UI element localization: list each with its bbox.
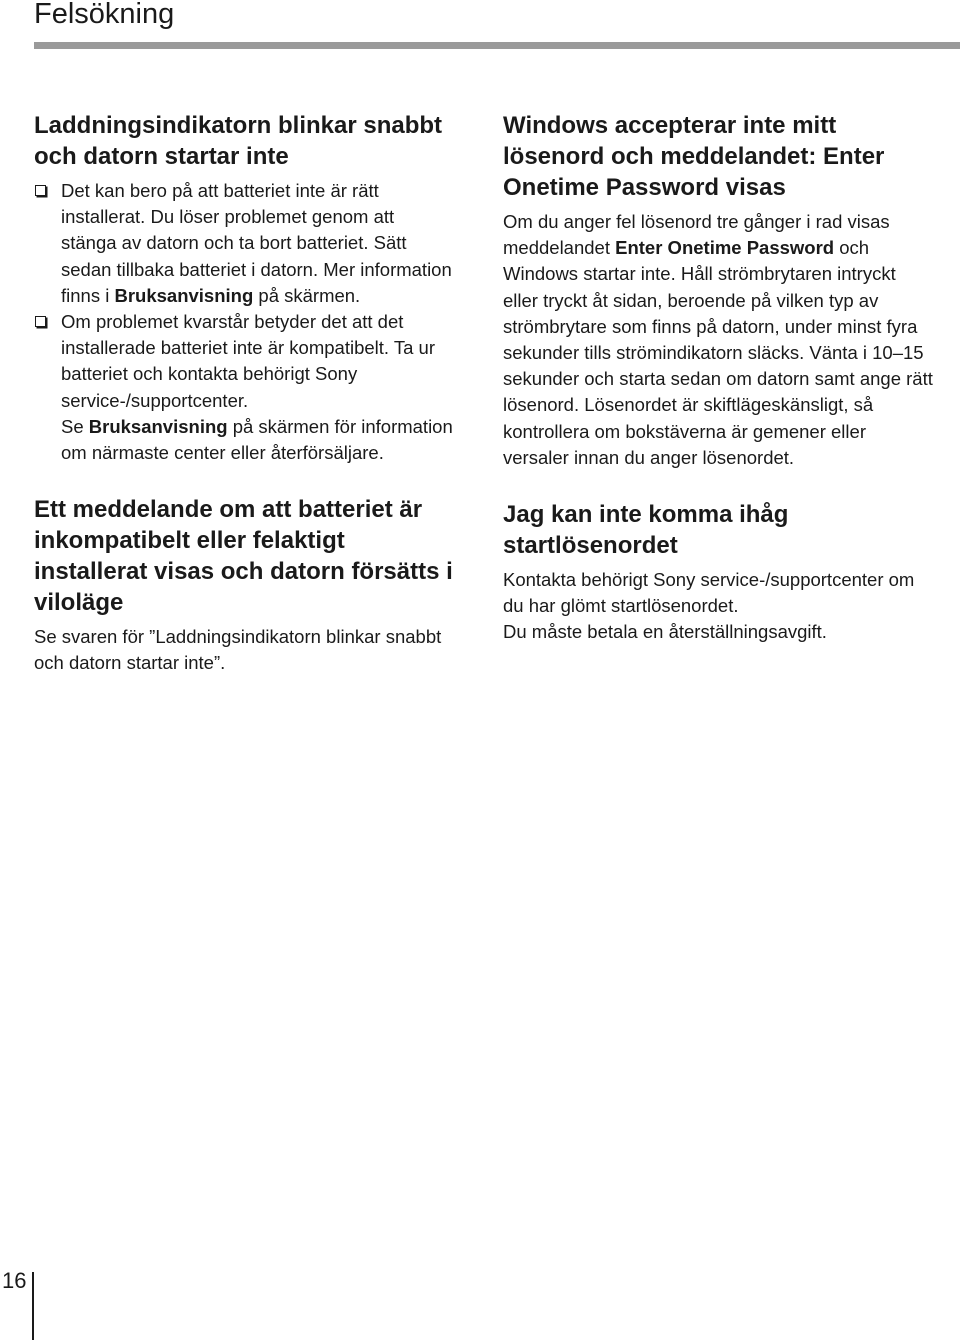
text: Det kan bero på att batteriet inte är rätt installerat. Du löser problemet genom att stänga av datorn och ta bort batteriet. Sätt sedan tillbaka batteriet i datorn. Mer information finns i [61, 180, 452, 306]
checkbox-icon [35, 185, 46, 196]
bold-text: Bruksanvisning [114, 284, 254, 306]
text: Om du anger fel lösenord tre gånger i rad visas meddelandet [503, 211, 890, 259]
bullet-text: Om problemet kvarstår betyder det att det installerade batteriet inte är kompatibelt. Ta ur batteriet och kontakta behörigt Sony service-/supportcenter. [61, 311, 435, 411]
section-body: Kontakta behörigt Sony service-/supportcenter om du har glömt startlösenordet. [503, 569, 915, 617]
bullet-list [34, 178, 454, 466]
bold-text: Bruksanvisning [88, 415, 228, 437]
page-number: 16 [2, 1268, 27, 1293]
page-number-rule [32, 1272, 34, 1340]
bold-text: Enter Onetime Password [615, 237, 835, 259]
right-column [503, 110, 933, 646]
section-startup-password [503, 499, 933, 646]
page-title: Felsökning [34, 0, 175, 30]
list-item [34, 178, 454, 309]
title-rule [34, 42, 960, 49]
section-heading: Windows accepterar inte mitt lösenord och meddelandet: Enter Onetime Password visas [503, 112, 885, 201]
section-battery-incompatible [34, 494, 454, 676]
checkbox-icon [35, 316, 46, 327]
section-body: Du måste betala en återställningsavgift. [503, 621, 827, 643]
section-windows-password [503, 110, 933, 471]
text: på skärmen för information om närmaste center eller återförsäljare. [61, 415, 453, 464]
bullet-text [61, 178, 454, 309]
section-body: Se svaren för ”Laddningsindikatorn blinkar snabbt och datorn startar inte”. [34, 626, 442, 674]
section-heading: Jag kan inte komma ihåg startlösenordet [503, 501, 789, 560]
section-body [503, 209, 933, 471]
bullet-text [61, 414, 454, 466]
section-heading: Ett meddelande om att batteriet är inkompatibelt eller felaktigt installerat visas och datorn försätts i viloläge [34, 496, 453, 617]
left-column [34, 110, 454, 677]
section-charging-indicator [34, 110, 454, 466]
list-item [34, 309, 454, 466]
text: och Windows startar inte. Håll strömbrytaren intryckt eller tryckt åt sidan, beroende på vilken typ av strömbrytare som finns på datorn, under minst fyra sekunder tills strömindikatorn släcks. Vänta i 10–15 sekunder och starta sedan om datorn samt ange rätt lösenord. Lösenordet är skiftlägeskänsligt, så kontrollera om bokstäverna är gemener eller versaler innan du anger lösenordet. [503, 237, 933, 468]
text: på skärmen. [253, 284, 361, 306]
section-heading: Laddningsindikatorn blinkar snabbt och datorn startar inte [34, 112, 443, 170]
text: Se [61, 415, 89, 437]
